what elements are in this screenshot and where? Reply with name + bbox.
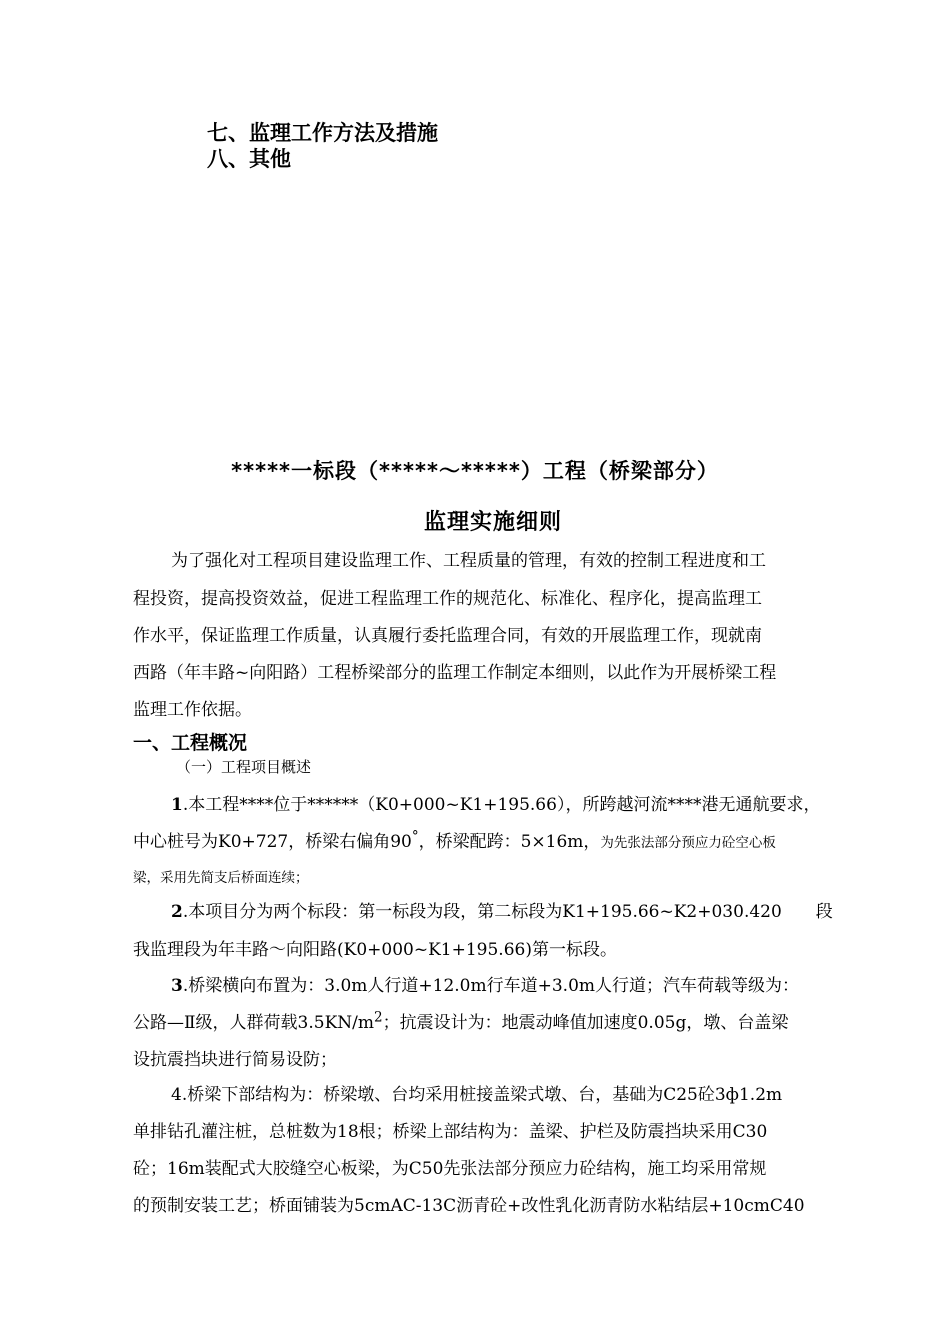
paragraph-3-line bbox=[133, 1008, 788, 1033]
paragraph-1-line: 梁，采用先简支后桥面连续； bbox=[133, 870, 309, 886]
document-subtitle: 监理实施细则 bbox=[423, 510, 562, 535]
text: .本工程****位于******（K0+000~K1+195.66），所跨越河流****港无通航要求， bbox=[182, 795, 821, 815]
subsection-heading: （一）工程项目概述 bbox=[176, 758, 312, 776]
item-number: 1 bbox=[171, 795, 183, 815]
paragraph-2-line bbox=[171, 897, 833, 922]
paragraph-3-line bbox=[171, 971, 799, 996]
toc-item: 八、其他 bbox=[207, 147, 291, 171]
intro-line: 监理工作依据。 bbox=[133, 700, 252, 720]
text: ，桥梁配跨：5×16m， bbox=[418, 832, 601, 852]
paragraph-2-line: 我监理段为年丰路～向阳路(K0+000~K1+195.66)第一标段。 bbox=[133, 940, 617, 960]
document-title: *****一标段（*****～*****）工程（桥梁部分） bbox=[231, 459, 719, 483]
intro-line: 西路（年丰路~向阳路）工程桥梁部分的监理工作制定本细则，以此作为开展桥梁工程 bbox=[133, 663, 777, 683]
text: 中心桩号为K0+727，桥梁右偏角90 bbox=[133, 832, 412, 852]
superscript: 2 bbox=[374, 1009, 383, 1026]
text: 为先张法部分预应力砼空心板 bbox=[600, 835, 776, 851]
paragraph-4-line: 4.桥梁下部结构为：桥梁墩、台均采用桩接盖梁式墩、台，基础为C25砼3ф1.2m bbox=[171, 1085, 783, 1105]
section-heading: 一、工程概况 bbox=[133, 732, 248, 754]
text: 公路—Ⅱ级，人群荷载3.5KN/m bbox=[133, 1013, 375, 1033]
text: .桥梁横向布置为：3.0m人行道+12.0m行车道+3.0m人行道；汽车荷载等级为： bbox=[182, 976, 800, 996]
text: .本项目分为两个标段：第一标段为段，第二标段为K1+195.66~K2+030.420 段 bbox=[182, 902, 833, 922]
paragraph-3-line: 设抗震挡块进行简易设防； bbox=[133, 1050, 337, 1070]
intro-line: 程投资，提高投资效益，促进工程监理工作的规范化、标准化、程序化，提高监理工 bbox=[133, 589, 762, 609]
paragraph-4-line: 的预制安装工艺；桥面铺装为5cmAC-13C沥青砼+改性乳化沥青防水粘结层+10cmC40 bbox=[133, 1196, 805, 1216]
text: ；抗震设计为：地震动峰值加速度0.05g，墩、台盖梁 bbox=[382, 1013, 789, 1033]
paragraph-4-line: 砼；16m装配式大胶缝空心板梁，为C50先张法部分预应力砼结构，施工均采用常规 bbox=[133, 1159, 767, 1179]
table-of-contents bbox=[207, 120, 438, 172]
intro-line: 为了强化对工程项目建设监理工作、工程质量的管理，有效的控制工程进度和工 bbox=[171, 551, 766, 571]
degree-sign: ° bbox=[411, 828, 419, 845]
paragraph-1-line bbox=[171, 790, 820, 815]
item-number: 3 bbox=[171, 976, 183, 996]
toc-item: 七、监理工作方法及措施 bbox=[207, 121, 438, 145]
paragraph-1-line bbox=[133, 827, 776, 852]
item-number: 2 bbox=[171, 902, 183, 922]
paragraph-4-line: 单排钻孔灌注桩，总桩数为18根；桥梁上部结构为：盖梁、护栏及防震挡块采用C30 bbox=[133, 1122, 768, 1142]
intro-line: 作水平，保证监理工作质量，认真履行委托监理合同，有效的开展监理工作，现就南 bbox=[133, 626, 762, 646]
